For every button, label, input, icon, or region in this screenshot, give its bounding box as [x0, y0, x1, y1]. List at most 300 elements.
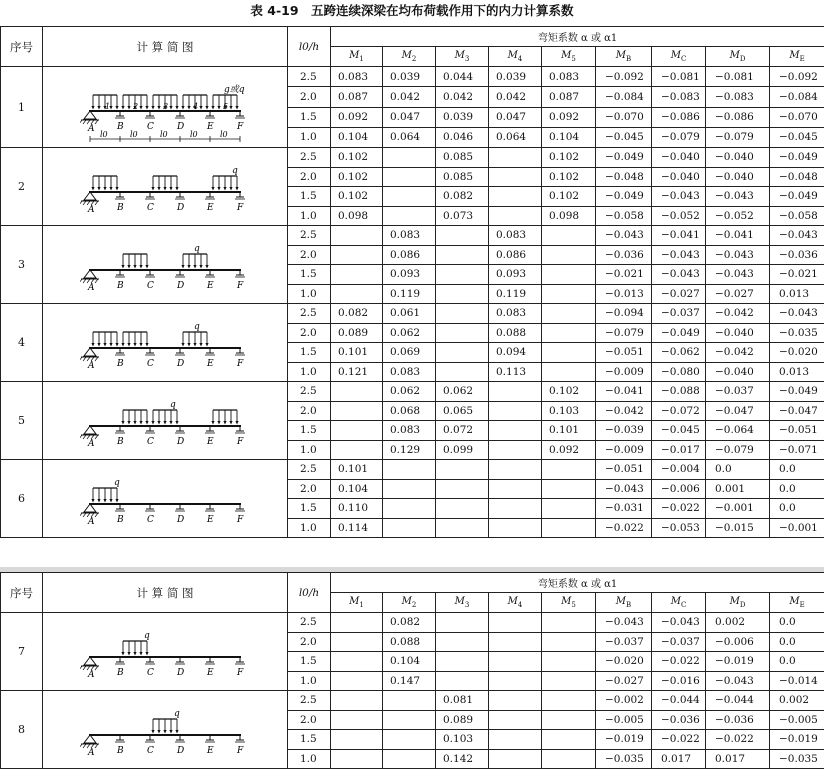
arrow-head — [115, 343, 118, 347]
value-cell: −0.043 — [596, 479, 652, 499]
support-label-e: E — [207, 280, 214, 291]
support-label-d: D — [177, 122, 185, 132]
value-cell — [331, 632, 383, 652]
support-label-f: F — [237, 436, 244, 447]
value-cell: −0.036 — [652, 710, 706, 730]
support-label-e: E — [207, 122, 214, 132]
ratio-cell: 2.5 — [288, 691, 331, 711]
value-cell: −0.043 — [706, 187, 770, 207]
value-cell: 0.062 — [383, 382, 436, 402]
support-label-b: B — [117, 514, 124, 525]
moment-letter: M — [670, 596, 681, 607]
arrow-head — [151, 106, 154, 110]
value-cell: −0.017 — [652, 440, 706, 460]
arrow-head — [127, 265, 130, 269]
case-diagram — [43, 67, 288, 148]
value-cell: 0.102 — [331, 187, 383, 207]
support-label-d: D — [177, 745, 185, 756]
value-cell: −0.051 — [596, 343, 652, 363]
value-cell — [542, 245, 596, 265]
arrow-head — [139, 106, 142, 110]
value-cell: −0.043 — [770, 226, 824, 246]
value-cell: −0.021 — [770, 265, 824, 285]
arrow-head — [187, 265, 190, 269]
support-label-a: A — [88, 282, 95, 293]
value-cell: 0.042 — [489, 87, 542, 107]
value-cell: 0.086 — [383, 245, 436, 265]
value-cell: 0.002 — [770, 691, 824, 711]
value-cell: 0.094 — [489, 343, 542, 363]
value-cell: 0.083 — [383, 421, 436, 441]
moment-letter: M — [729, 50, 740, 61]
value-cell: −0.015 — [706, 518, 770, 538]
value-cell — [542, 652, 596, 672]
load-label: q — [194, 321, 200, 332]
arrow-head — [127, 106, 130, 110]
value-cell: −0.070 — [596, 107, 652, 127]
ratio-cell: 1.0 — [288, 671, 331, 691]
value-cell — [436, 245, 489, 265]
value-cell — [436, 460, 489, 480]
value-cell — [383, 749, 436, 769]
table-title: 表 4-19 五跨连续深梁在均布荷载作用下的内力计算系数 — [250, 3, 574, 18]
beam-diagram — [80, 384, 250, 458]
load-label: q — [194, 243, 200, 254]
value-cell: 0.083 — [383, 362, 436, 382]
support-label-c: C — [147, 436, 154, 447]
value-cell — [489, 613, 542, 633]
value-cell: 0.089 — [436, 710, 489, 730]
value-cell: −0.006 — [652, 479, 706, 499]
value-cell: −0.036 — [706, 710, 770, 730]
beam-diagram — [80, 228, 250, 302]
value-cell: −0.040 — [706, 148, 770, 168]
header-seq: 序号 — [1, 573, 43, 613]
value-cell: −0.081 — [706, 67, 770, 87]
support-label-f: F — [237, 667, 244, 678]
support-label-a: A — [88, 747, 95, 758]
value-cell — [542, 671, 596, 691]
moment-subscript: 4 — [517, 55, 523, 63]
value-cell: 0.0 — [770, 460, 824, 480]
value-cell: 0.119 — [489, 284, 542, 304]
value-cell: 0.017 — [652, 749, 706, 769]
arrow-head — [205, 106, 208, 110]
support-label-e: E — [207, 667, 214, 678]
value-cell: −0.071 — [770, 440, 824, 460]
moment-letter: M — [615, 50, 627, 61]
value-cell: −0.070 — [770, 107, 824, 127]
ratio-cell: 2.5 — [288, 460, 331, 480]
value-cell — [436, 362, 489, 382]
support-label-d: D — [177, 202, 185, 213]
arrow-head — [121, 265, 124, 269]
value-cell: 0.062 — [383, 323, 436, 343]
arrow-head — [151, 187, 154, 191]
value-cell: −0.036 — [770, 245, 824, 265]
case-number: 1 — [1, 67, 43, 148]
value-cell: −0.027 — [652, 284, 706, 304]
value-cell: −0.037 — [596, 632, 652, 652]
value-cell: 0.087 — [331, 87, 383, 107]
ratio-cell: 2.5 — [288, 226, 331, 246]
value-cell: 0.047 — [489, 107, 542, 127]
header-seq: 序号 — [1, 27, 43, 67]
value-cell: −0.094 — [596, 304, 652, 324]
arrow-head — [217, 187, 220, 191]
value-cell — [542, 226, 596, 246]
ratio-cell: 1.5 — [288, 652, 331, 672]
span-length-label: l0 — [130, 130, 138, 139]
moment-letter: M — [789, 50, 800, 61]
arrow-head — [187, 343, 190, 347]
value-cell: −0.043 — [706, 671, 770, 691]
value-cell — [331, 440, 383, 460]
case-number: 3 — [1, 226, 43, 304]
support-label-c: C — [147, 280, 154, 291]
load-label: q — [170, 399, 176, 410]
arrow-head — [121, 343, 124, 347]
arrow-head — [175, 421, 178, 425]
arrow-head — [139, 421, 142, 425]
value-cell: 0.061 — [383, 304, 436, 324]
moment-letter: M — [349, 596, 360, 607]
value-cell: 0.104 — [542, 127, 596, 147]
support-label-a: A — [88, 360, 95, 371]
value-cell: −0.035 — [596, 749, 652, 769]
case-diagram — [43, 226, 288, 304]
case-number: 7 — [1, 613, 43, 691]
header-m4 — [489, 593, 542, 613]
value-cell: 0.129 — [383, 440, 436, 460]
value-cell: −0.037 — [652, 632, 706, 652]
value-cell — [436, 652, 489, 672]
support-label-b: B — [117, 745, 124, 756]
value-cell: −0.027 — [596, 671, 652, 691]
value-cell: −0.013 — [596, 284, 652, 304]
value-cell: 0.085 — [436, 148, 489, 168]
value-cell — [489, 401, 542, 421]
arrow-head — [235, 106, 238, 110]
arrow-head — [145, 106, 148, 110]
value-cell: 0.073 — [436, 206, 489, 226]
value-cell: −0.045 — [770, 127, 824, 147]
value-cell — [489, 148, 542, 168]
value-cell: −0.072 — [652, 401, 706, 421]
value-cell: −0.009 — [596, 362, 652, 382]
support-label-e: E — [207, 358, 214, 369]
pin-support — [84, 735, 96, 743]
value-cell: −0.043 — [652, 187, 706, 207]
value-cell — [436, 304, 489, 324]
case-diagram — [43, 148, 288, 226]
moment-letter: M — [401, 596, 412, 607]
value-cell: −0.047 — [706, 401, 770, 421]
moment-letter: M — [615, 596, 627, 607]
value-cell: 0.039 — [489, 67, 542, 87]
value-cell — [436, 343, 489, 363]
ratio-cell: 1.0 — [288, 440, 331, 460]
value-cell — [436, 518, 489, 538]
value-cell: −0.019 — [596, 730, 652, 750]
arrow-head — [163, 187, 166, 191]
support-label-b: B — [117, 436, 124, 447]
value-cell — [436, 323, 489, 343]
arrow-head — [97, 187, 100, 191]
value-cell: 0.101 — [331, 343, 383, 363]
value-cell: 0.101 — [331, 460, 383, 480]
header-m5 — [542, 47, 596, 67]
value-cell: 0.0 — [770, 499, 824, 519]
moment-subscript: 2 — [411, 601, 417, 609]
value-cell: −0.042 — [596, 401, 652, 421]
ratio-cell: 1.5 — [288, 265, 331, 285]
support-label-e: E — [207, 745, 214, 756]
value-cell — [542, 284, 596, 304]
value-cell: −0.005 — [596, 710, 652, 730]
header-me — [770, 47, 824, 67]
value-cell: 0.042 — [383, 87, 436, 107]
moment-letter: M — [561, 50, 572, 61]
pin-support — [84, 504, 96, 512]
value-cell — [489, 499, 542, 519]
value-cell: −0.005 — [770, 710, 824, 730]
beam-diagram — [80, 150, 250, 224]
arrow-head — [205, 265, 208, 269]
value-cell — [436, 265, 489, 285]
value-cell — [542, 632, 596, 652]
ratio-cell: 2.0 — [288, 401, 331, 421]
arrow-head — [139, 652, 142, 656]
moment-subscript: B — [626, 55, 632, 63]
support-label-b: B — [117, 358, 124, 369]
value-cell — [542, 362, 596, 382]
arrow-head — [133, 652, 136, 656]
value-cell — [383, 499, 436, 519]
value-cell: −0.022 — [706, 730, 770, 750]
moment-subscript: 4 — [517, 601, 523, 609]
support-label-b: B — [117, 280, 124, 291]
arrow-head — [169, 730, 172, 734]
value-cell: −0.092 — [770, 67, 824, 87]
case-diagram — [43, 304, 288, 382]
value-cell: 0.114 — [331, 518, 383, 538]
ratio-cell: 1.5 — [288, 187, 331, 207]
value-cell: 0.062 — [436, 382, 489, 402]
moment-subscript: E — [799, 601, 805, 609]
value-cell — [542, 304, 596, 324]
span-number: 4 — [193, 102, 199, 111]
span-length-label: l0 — [160, 130, 168, 139]
arrow-head — [181, 106, 184, 110]
value-cell: −0.043 — [652, 613, 706, 633]
ratio-cell: 1.0 — [288, 127, 331, 147]
ratio-cell: 2.0 — [288, 632, 331, 652]
value-cell: −0.039 — [596, 421, 652, 441]
value-cell: 0.083 — [383, 226, 436, 246]
arrow-head — [133, 265, 136, 269]
value-cell: 0.085 — [436, 167, 489, 187]
value-cell: 0.098 — [331, 206, 383, 226]
value-cell: −0.051 — [770, 421, 824, 441]
value-cell: −0.040 — [652, 167, 706, 187]
value-cell: 0.102 — [542, 167, 596, 187]
value-cell — [383, 691, 436, 711]
ratio-cell: 1.0 — [288, 362, 331, 382]
arrow-head — [103, 499, 106, 503]
moment-subscript: 2 — [411, 55, 417, 63]
case-diagram — [43, 460, 288, 538]
arrow-head — [211, 187, 214, 191]
value-cell: −0.088 — [652, 382, 706, 402]
table-row — [1, 613, 824, 633]
arrow-head — [145, 652, 148, 656]
header-diagram: 计 算 简 图 — [43, 27, 288, 67]
arrow-head — [133, 421, 136, 425]
pin-support — [84, 426, 96, 434]
support-label-a: A — [88, 669, 95, 680]
value-cell: −0.045 — [652, 421, 706, 441]
moment-letter: M — [507, 50, 518, 61]
support-label-e: E — [207, 202, 214, 213]
value-cell: −0.044 — [706, 691, 770, 711]
value-cell — [383, 206, 436, 226]
arrow-head — [193, 265, 196, 269]
value-cell: 0.0 — [770, 652, 824, 672]
moment-letter: M — [561, 596, 572, 607]
pin-support — [84, 111, 96, 119]
span-length-label: l0 — [190, 130, 198, 139]
arrow-head — [121, 106, 124, 110]
arrow-head — [235, 421, 238, 425]
value-cell — [383, 710, 436, 730]
value-cell: 0.087 — [542, 87, 596, 107]
value-cell: 0.099 — [436, 440, 489, 460]
table-row — [1, 148, 824, 168]
table-row — [1, 460, 824, 480]
value-cell: −0.043 — [706, 245, 770, 265]
arrow-head — [169, 421, 172, 425]
moment-subscript: 5 — [571, 55, 576, 63]
value-cell: −0.006 — [706, 632, 770, 652]
support-label-f: F — [237, 514, 244, 525]
value-cell: −0.020 — [596, 652, 652, 672]
arrow-head — [157, 730, 160, 734]
value-cell — [489, 206, 542, 226]
value-cell — [331, 265, 383, 285]
arrow-head — [229, 106, 232, 110]
ratio-cell: 2.5 — [288, 67, 331, 87]
value-cell: 0.119 — [383, 284, 436, 304]
load-label: q — [114, 477, 120, 488]
moment-subscript: 1 — [359, 601, 364, 609]
arrow-head — [217, 421, 220, 425]
value-cell: −0.047 — [770, 401, 824, 421]
support-label-e: E — [207, 514, 214, 525]
arrow-head — [169, 106, 172, 110]
arrow-head — [103, 187, 106, 191]
support-label-f: F — [237, 358, 244, 369]
span-number: 2 — [133, 102, 139, 111]
value-cell: 0.092 — [331, 107, 383, 127]
value-cell: −0.022 — [596, 518, 652, 538]
arrow-head — [157, 421, 160, 425]
support-label-a: A — [88, 438, 95, 449]
support-label-f: F — [237, 745, 244, 756]
coefficient-table — [0, 26, 824, 538]
value-cell — [383, 187, 436, 207]
ratio-cell: 2.5 — [288, 304, 331, 324]
header-ratio: l0/h — [288, 573, 331, 613]
value-cell: −0.004 — [652, 460, 706, 480]
value-cell: 0.101 — [542, 421, 596, 441]
header-md — [706, 593, 770, 613]
header-mb — [596, 47, 652, 67]
value-cell: −0.062 — [652, 343, 706, 363]
table-row — [1, 304, 824, 324]
arrow-head — [115, 187, 118, 191]
beam-diagram — [80, 67, 250, 147]
value-cell: 0.001 — [706, 479, 770, 499]
value-cell — [542, 323, 596, 343]
value-cell — [331, 421, 383, 441]
arrow-head — [181, 343, 184, 347]
value-cell: 0.072 — [436, 421, 489, 441]
value-cell: 0.042 — [436, 87, 489, 107]
value-cell — [489, 632, 542, 652]
arrow-head — [127, 343, 130, 347]
support-label-d: D — [177, 280, 185, 291]
value-cell — [489, 671, 542, 691]
value-cell: −0.079 — [706, 440, 770, 460]
arrow-head — [151, 730, 154, 734]
value-cell: 0.0 — [770, 613, 824, 633]
value-cell — [436, 613, 489, 633]
support-label-c: C — [147, 202, 154, 213]
moment-letter: M — [670, 50, 681, 61]
arrow-head — [145, 265, 148, 269]
span-number: 5 — [223, 102, 229, 111]
arrow-head — [163, 730, 166, 734]
header-mc — [652, 593, 706, 613]
value-cell: 0.102 — [542, 148, 596, 168]
value-cell: 0.083 — [489, 226, 542, 246]
value-cell — [436, 499, 489, 519]
arrow-head — [175, 106, 178, 110]
value-cell — [331, 710, 383, 730]
value-cell: 0.065 — [436, 401, 489, 421]
value-cell — [542, 499, 596, 519]
arrow-head — [109, 187, 112, 191]
arrow-head — [97, 499, 100, 503]
value-cell: −0.035 — [770, 323, 824, 343]
table-row — [1, 67, 824, 87]
value-cell — [489, 691, 542, 711]
arrow-head — [91, 499, 94, 503]
value-cell: −0.043 — [706, 265, 770, 285]
value-cell — [489, 167, 542, 187]
value-cell — [489, 382, 542, 402]
value-cell: −0.049 — [652, 323, 706, 343]
moment-letter: M — [729, 596, 740, 607]
arrow-head — [151, 421, 154, 425]
value-cell — [383, 148, 436, 168]
header-mb — [596, 593, 652, 613]
value-cell: −0.040 — [652, 148, 706, 168]
ratio-cell: 1.5 — [288, 343, 331, 363]
value-cell: 0.110 — [331, 499, 383, 519]
value-cell: −0.042 — [706, 304, 770, 324]
